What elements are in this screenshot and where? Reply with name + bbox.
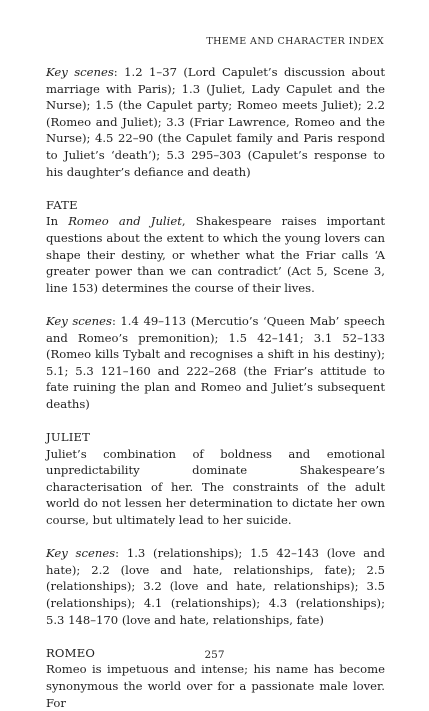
key-scenes-text: : 1.4 49–113 (Mercutio’s ‘Queen Mab’ speech and Romeo’s premonition); 1.5 42–141; 3.1 52–133 (Romeo kills Tybalt and recognises a shift in his destiny); 5.1; 5.3 121–160 and 222–268 (the Friar’s attitude to fate ruining the plan and Romeo and Juliet’s subsequent deaths) (46, 313, 385, 411)
fate-intro: In (46, 214, 69, 229)
paragraph-gap (46, 296, 385, 313)
play-title: Romeo and Juliet (68, 214, 182, 229)
page-number: 257 (204, 649, 225, 661)
section-heading-juliet: JULIET (46, 430, 91, 445)
body-text (46, 64, 385, 711)
key-scenes-label: Key scenes (46, 546, 116, 561)
paragraph-gap (46, 180, 385, 197)
romeo-paragraph: Romeo is impetuous and intense; his name has become synonymous the world over for a passionate male lover. For (46, 662, 385, 710)
paragraph-gap (46, 628, 385, 645)
key-scenes-paragraph (46, 545, 385, 628)
key-scenes-paragraph (46, 64, 385, 180)
juliet-paragraph: Juliet’s combination of boldness and emotional unpredictability dominate Shakespeare’s characterisation of her. The constraints of the adult world do not lessen her determination to dictate her own course, but ultimately lead to her suicide. (46, 446, 385, 528)
key-scenes-label: Key scenes (46, 65, 114, 79)
section-heading-fate: FATE (46, 197, 78, 212)
key-scenes-label: Key scenes (46, 313, 112, 328)
fate-text: , Shakespeare raises important questions about the extent to which the young lovers can shape their destiny, or whether what the Friar calls ‘A greater power than we can contradict’ (Act 5, Scene 3, line 153) determines the course of their lives. (46, 214, 385, 295)
key-scenes-text: : 1.2 1–37 (Lord Capulet’s discussion about marriage with Paris); 1.3 (Juliet, Lady Capulet and the Nurse); 1.5 (the Capulet party; Romeo meets Juliet); 2.2 (Romeo and Juliet); 3.3 (Friar Lawrence, Romeo and the Nurse); 4.5 22–90 (the Capulet family and Paris respond to Juliet’s ‘death’); 5.3 295–303 (Capulet’s response to his daughter’s defiance and death) (46, 65, 385, 179)
key-scenes-text: : 1.3 (relationships); 1.5 42–143 (love and hate); 2.2 (love and hate, relationships, fate); 2.5 (relationships); 3.2 (love and hate, relationships); 3.5 (relationships); 4.1 (relationships); 4.3 (relationships); 5.3 148–170 (love and hate, relationships, fate) (46, 546, 386, 627)
paragraph-gap (46, 412, 385, 429)
section-heading-romeo: ROMEO (46, 645, 96, 660)
running-head: THEME AND CHARACTER INDEX (206, 36, 384, 47)
key-scenes-paragraph (46, 313, 385, 413)
paragraph-gap (46, 529, 385, 546)
fate-paragraph (46, 213, 385, 296)
